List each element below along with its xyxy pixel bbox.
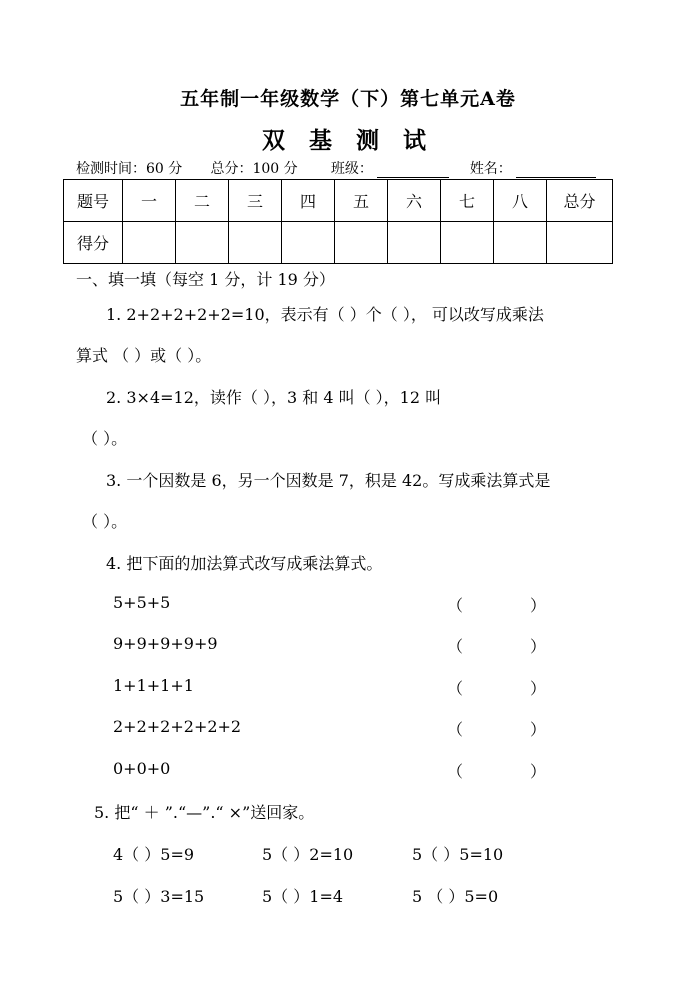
time-label: 检测时间：60 分 bbox=[76, 161, 183, 177]
score-table-score-row bbox=[64, 222, 613, 264]
name-blank bbox=[516, 163, 596, 178]
score-row-label: 得分 bbox=[64, 222, 123, 264]
q4-open-paren: （ bbox=[447, 596, 464, 615]
score-header-cell: 五 bbox=[335, 180, 388, 222]
q4-expression: 5+5+5 bbox=[113, 593, 171, 612]
q5-equation: 5（ ）5=10 bbox=[412, 845, 504, 864]
q4-expression: 9+9+9+9+9 bbox=[113, 634, 218, 653]
question-3-line1: 3. 一个因数是 6，另一个因数是 7，积是 42。写成乘法算式是 bbox=[106, 471, 551, 490]
class-label: 班级： bbox=[330, 161, 373, 177]
q5-equation: 5（ ）2=10 bbox=[262, 845, 354, 864]
total-label: 总分：100 分 bbox=[210, 161, 298, 177]
question-3-line2: （ ）。 bbox=[82, 512, 128, 531]
score-cell[interactable] bbox=[388, 222, 441, 264]
q4-open-paren: （ bbox=[447, 762, 464, 781]
score-cell[interactable] bbox=[176, 222, 229, 264]
q4-open-paren: （ bbox=[447, 679, 464, 698]
score-cell[interactable] bbox=[441, 222, 494, 264]
q4-close-paren: ） bbox=[530, 679, 547, 698]
q4-close-paren: ） bbox=[530, 637, 547, 656]
q5-equation: 5（ ）3=15 bbox=[113, 887, 205, 906]
score-cell[interactable] bbox=[123, 222, 176, 264]
score-cell[interactable] bbox=[335, 222, 388, 264]
q5-equation: 4（ ）5=9 bbox=[113, 845, 195, 864]
score-header-cell: 四 bbox=[282, 180, 335, 222]
q4-expression: 2+2+2+2+2+2 bbox=[113, 717, 242, 736]
score-header-cell: 六 bbox=[388, 180, 441, 222]
q4-open-paren: （ bbox=[447, 720, 464, 739]
q4-close-paren: ） bbox=[530, 596, 547, 615]
score-header-cell: 七 bbox=[441, 180, 494, 222]
exam-info-line bbox=[76, 158, 596, 178]
score-cell[interactable] bbox=[282, 222, 335, 264]
score-header-cell: 二 bbox=[176, 180, 229, 222]
q4-expression: 0+0+0 bbox=[113, 759, 171, 778]
q4-close-paren: ） bbox=[530, 720, 547, 739]
q5-equation: 5 （ ）5=0 bbox=[412, 887, 499, 906]
score-header-cell: 一 bbox=[123, 180, 176, 222]
page-title: 五年制一年级数学（下）第七单元A卷 bbox=[180, 88, 516, 110]
question-2-line1: 2. 3×4=12，读作（ ），3 和 4 叫（ ），12 叫 bbox=[106, 388, 442, 407]
page-subtitle: 双 基 测 试 bbox=[261, 127, 435, 154]
score-cell[interactable] bbox=[494, 222, 547, 264]
score-cell[interactable] bbox=[547, 222, 613, 264]
class-blank bbox=[377, 163, 449, 178]
question-1-line2: 算式 （ ）或（ ）。 bbox=[76, 346, 212, 365]
section1-heading: 一、填一填（每空 1 分，计 19 分） bbox=[76, 270, 335, 289]
q5-equation: 5（ ）1=4 bbox=[262, 887, 344, 906]
score-header-cell: 八 bbox=[494, 180, 547, 222]
score-table bbox=[63, 179, 613, 264]
question-1-line1: 1. 2+2+2+2+2=10，表示有（ ）个（ ）， 可以改写成乘法 bbox=[106, 305, 544, 324]
q4-open-paren: （ bbox=[447, 637, 464, 656]
q4-close-paren: ） bbox=[530, 762, 547, 781]
score-header-cell: 三 bbox=[229, 180, 282, 222]
name-label: 姓名： bbox=[469, 161, 512, 177]
q4-expression: 1+1+1+1 bbox=[113, 676, 194, 695]
score-cell[interactable] bbox=[229, 222, 282, 264]
score-table-header-row bbox=[64, 180, 613, 222]
question-4-heading: 4. 把下面的加法算式改写成乘法算式。 bbox=[106, 554, 383, 573]
score-header-cell: 总分 bbox=[547, 180, 613, 222]
question-5-heading: 5. 把“ ＋ ”.“—”.“ ×”送回家。 bbox=[94, 803, 315, 822]
question-2-line2: （ ）。 bbox=[82, 429, 128, 448]
score-header-cell: 题号 bbox=[64, 180, 123, 222]
